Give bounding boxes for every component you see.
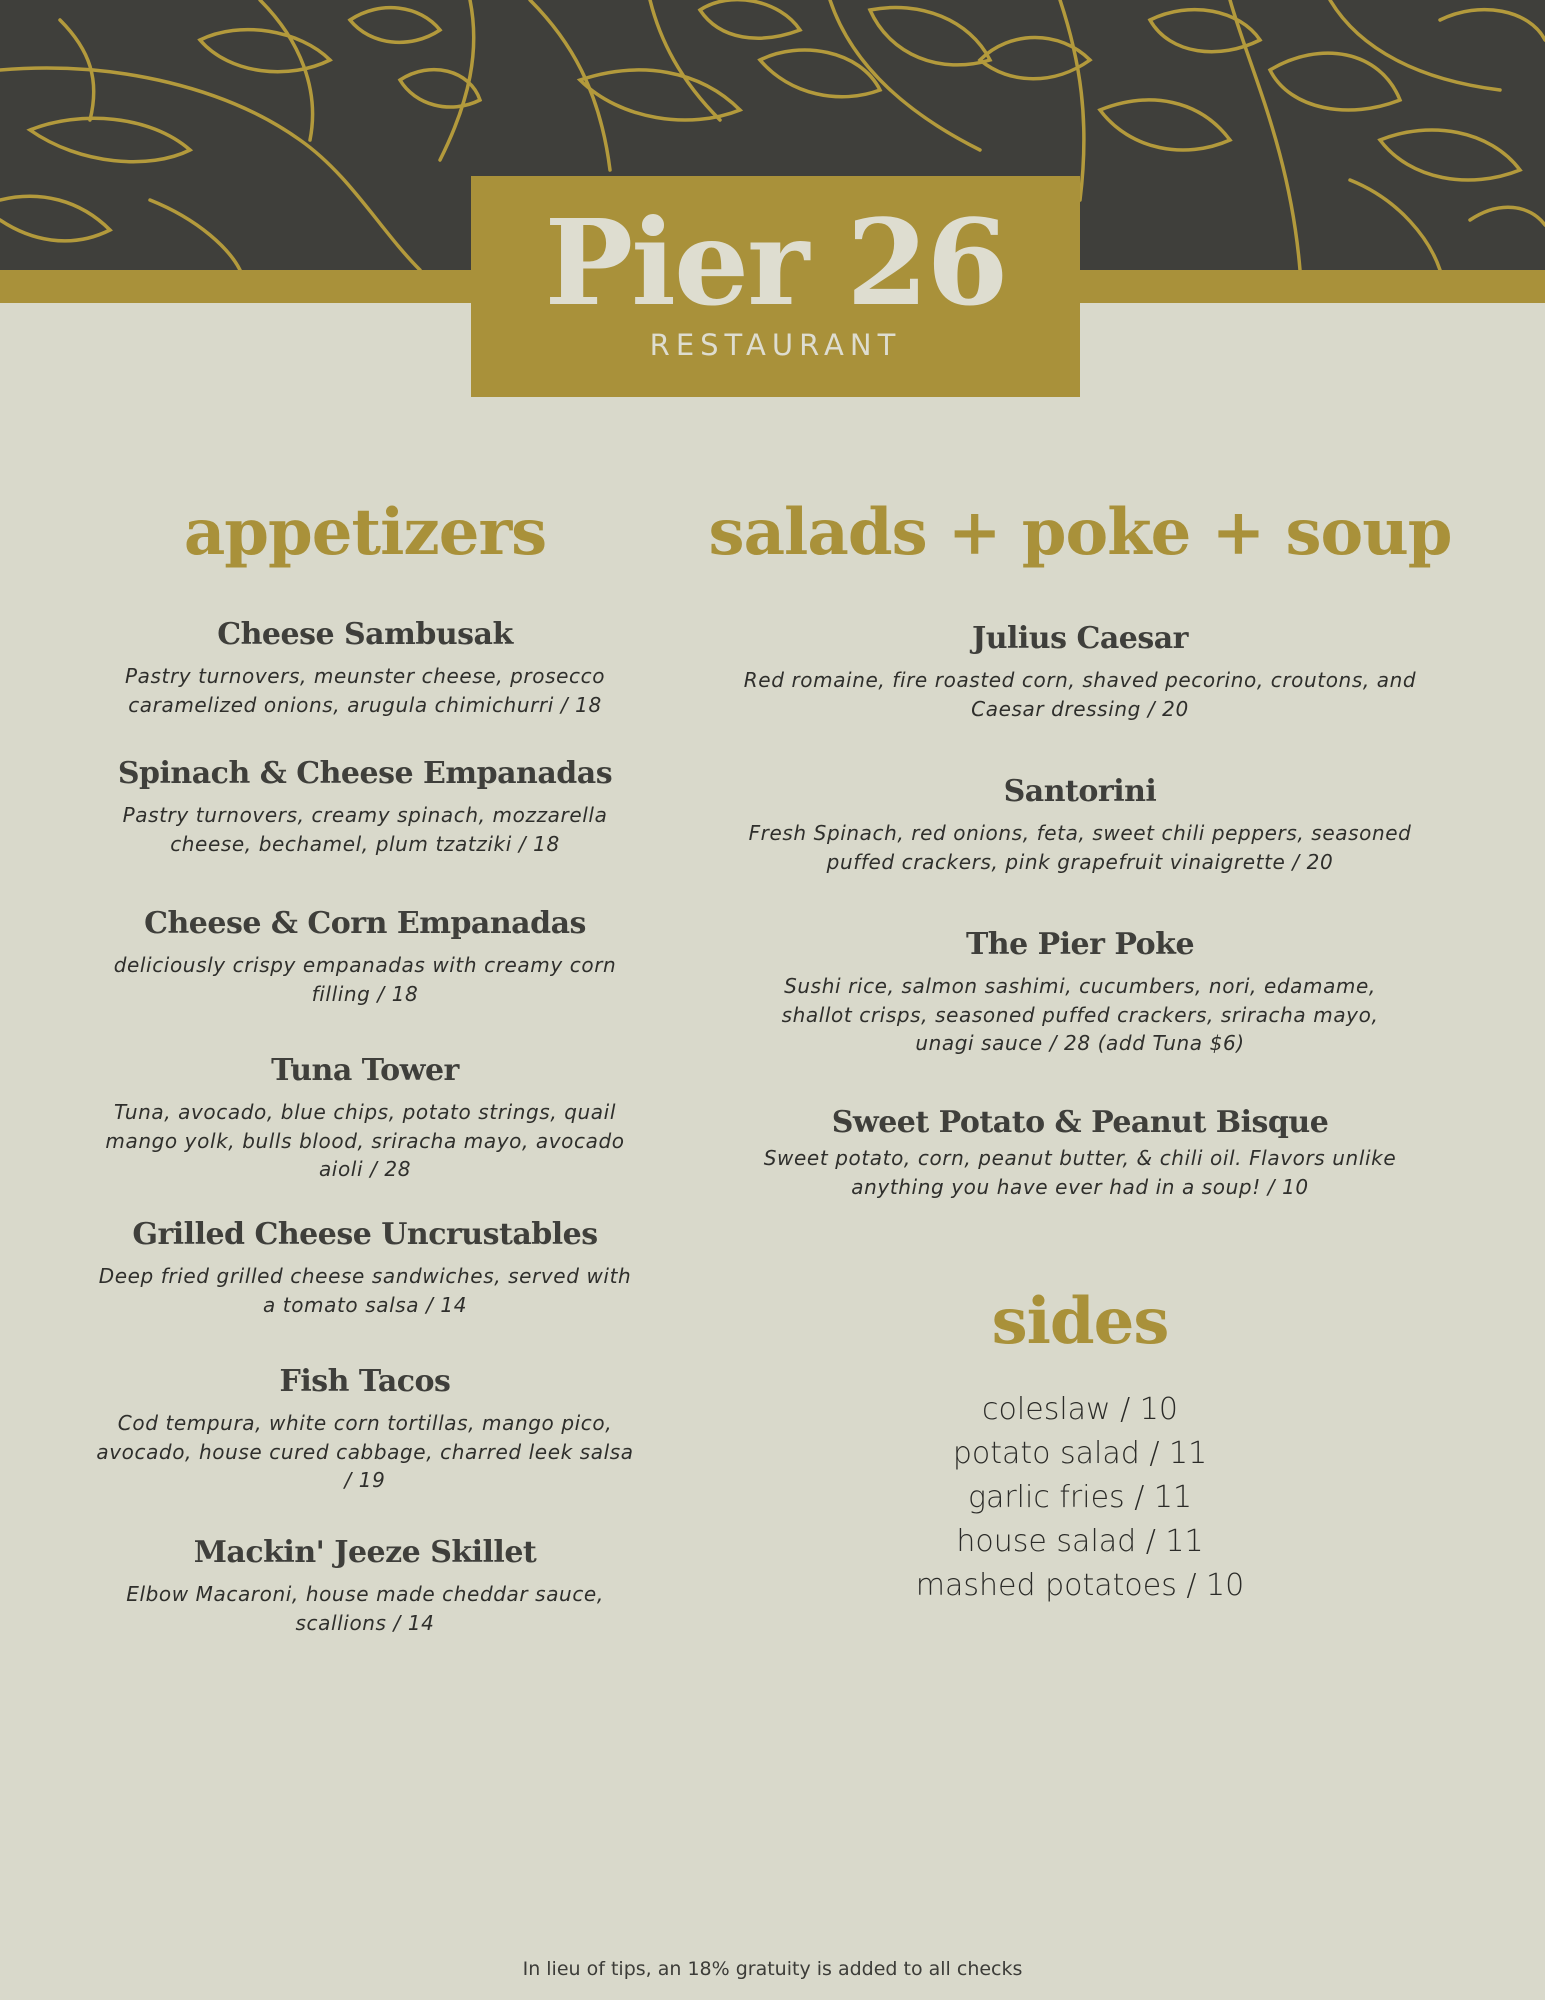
- item-description: Pastry turnovers, creamy spinach, mozzarella cheese, bechamel, plum tzatziki / 18: [122, 803, 608, 856]
- item-name: Tuna Tower: [271, 1053, 459, 1088]
- menu-item: [720, 773, 1440, 876]
- item-name: Spinach & Cheese Empanadas: [117, 756, 613, 791]
- menu-item: [95, 905, 635, 1008]
- side-item: potato salad / 11: [952, 1436, 1208, 1471]
- item-description: Tuna, avocado, blue chips, potato strings, quail mango yolk, bulls blood, sriracha mayo, avocado aioli / 28: [105, 1100, 625, 1181]
- menu-item: [720, 926, 1440, 1058]
- item-name: Sweet Potato & Peanut Bisque: [831, 1105, 1329, 1140]
- brand-subtitle: RESTAURANT: [649, 328, 902, 362]
- menu-item: [720, 1104, 1440, 1201]
- brand-name: Pier 26: [544, 193, 1007, 332]
- item-description: Red romaine, fire roasted corn, shaved pecorino, croutons, and Caesar dressing / 20: [743, 668, 1417, 721]
- side-item: coleslaw / 10: [982, 1392, 1178, 1427]
- menu-item: [95, 1363, 635, 1495]
- item-description: Sushi rice, salmon sashimi, cucumbers, nori, edamame, shallot crisps, seasoned puffed crackers, sriracha mayo, unagi sauce / 28 (add Tuna $6): [781, 974, 1379, 1055]
- item-description: Cod tempura, white corn tortillas, mango pico, avocado, house cured cabbage, charred leek salsa / 19: [96, 1411, 634, 1492]
- item-name: Cheese Sambusak: [217, 617, 513, 652]
- menu-item: [95, 1216, 635, 1319]
- item-description: Pastry turnovers, meunster cheese, prosecco caramelized onions, arugula chimichurri / 18: [124, 664, 606, 717]
- item-description: Fresh Spinach, red onions, feta, sweet chili peppers, seasoned puffed crackers, pink grapefruit vinaigrette / 20: [748, 821, 1412, 874]
- item-name: Fish Tacos: [279, 1364, 451, 1399]
- item-name: The Pier Poke: [965, 927, 1195, 962]
- side-item: garlic fries / 11: [967, 1480, 1193, 1515]
- gratuity-note: In lieu of tips, an 18% gratuity is added to all checks: [522, 1958, 1023, 1980]
- sides-list: [780, 1388, 1380, 1608]
- side-item: house salad / 11: [956, 1524, 1204, 1559]
- menu-item: [95, 755, 635, 858]
- item-name: Mackin' Jeeze Skillet: [193, 1535, 537, 1570]
- title-box: [471, 176, 1080, 397]
- menu-item: [95, 616, 635, 719]
- item-name: Grilled Cheese Uncrustables: [132, 1217, 598, 1252]
- item-name: Julius Caesar: [972, 621, 1188, 656]
- menu-item: [95, 1534, 635, 1637]
- salads-heading: salads + poke + soup: [708, 495, 1452, 570]
- menu-item: [95, 1052, 635, 1184]
- side-item: mashed potatoes / 10: [915, 1568, 1245, 1603]
- appetizers-heading: appetizers: [183, 495, 547, 570]
- sides-heading: sides: [991, 1284, 1169, 1359]
- menu-item: [720, 620, 1440, 723]
- item-name: Santorini: [1003, 774, 1157, 809]
- item-description: deliciously crispy empanadas with creamy corn filling / 18: [113, 953, 617, 1006]
- item-name: Cheese & Corn Empanadas: [144, 906, 586, 941]
- item-description: Sweet potato, corn, peanut butter, & chili oil. Flavors unlike anything you have ever had in a soup! / 10: [763, 1146, 1397, 1199]
- item-description: Deep fried grilled cheese sandwiches, served with a tomato salsa / 14: [98, 1264, 632, 1317]
- item-description: Elbow Macaroni, house made cheddar sauce, scallions / 14: [126, 1582, 604, 1635]
